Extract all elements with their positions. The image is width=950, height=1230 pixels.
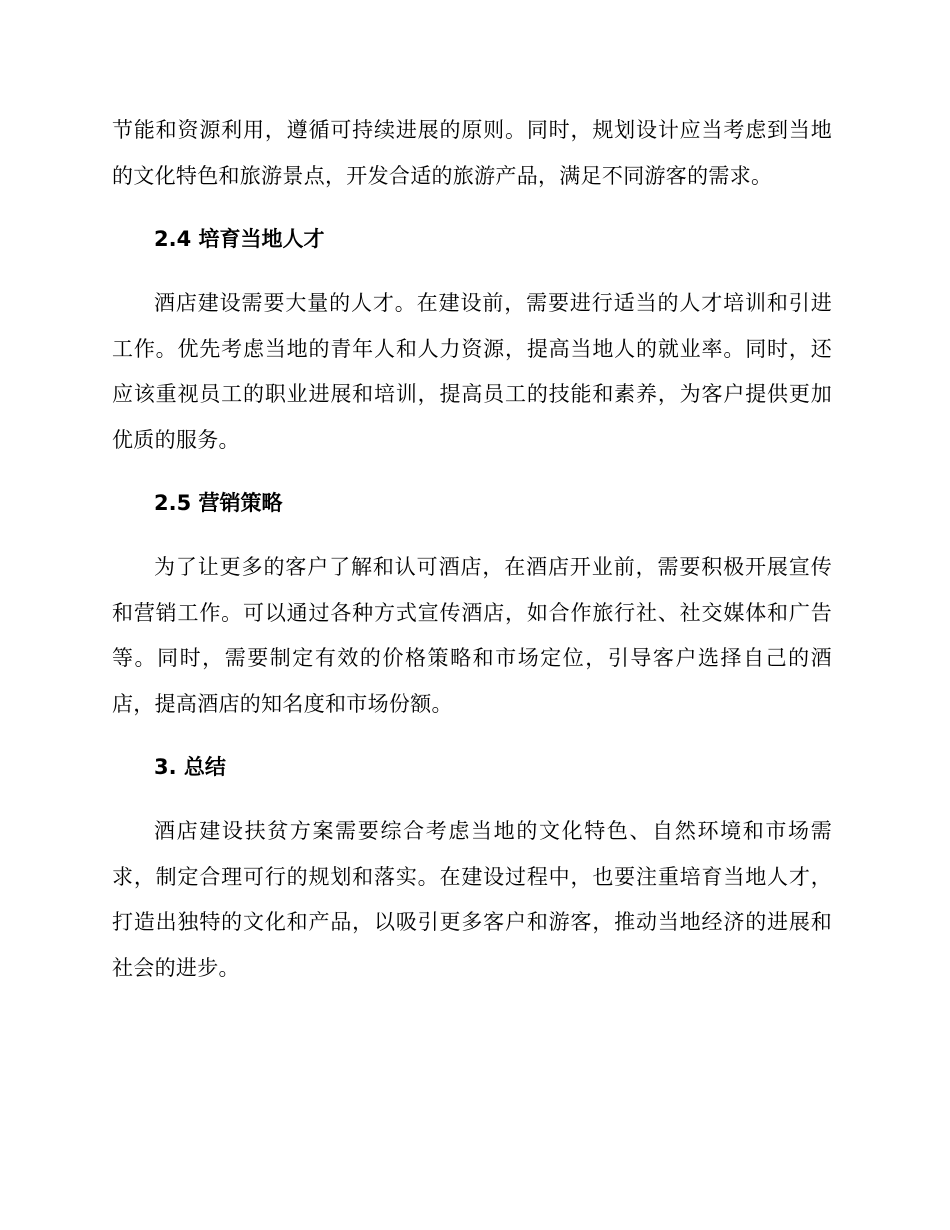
section-paragraph-marketing: 为了让更多的客户了解和认可酒店，在酒店开业前，需要积极开展宣传和营销工作。可以通过各种方式宣传酒店，如合作旅行社、社交媒体和广告等。同时，需要制定有效的价格策略和市场定位，引导客户选择自己的酒店，提高酒店的知名度和市场份额。 xyxy=(112,555,832,716)
section-heading-talent: 2.4 培育当地人才 xyxy=(154,227,325,251)
section-heading-marketing: 2.5 营销策略 xyxy=(154,491,283,515)
intro-paragraph: 节能和资源利用，遵循可持续进展的原则。同时，规划设计应当考虑到当地的文化特色和旅游景点，开发合适的旅游产品，满足不同游客的需求。 xyxy=(112,118,832,188)
section-paragraph-talent: 酒店建设需要大量的人才。在建设前，需要进行适当的人才培训和引进工作。优先考虑当地的青年人和人力资源，提高当地人的就业率。同时，还应该重视员工的职业进展和培训，提高员工的技能和素养，为客户提供更加优质的服务。 xyxy=(112,291,832,452)
section-heading-summary: 3. 总结 xyxy=(154,755,226,779)
section-paragraph-summary: 酒店建设扶贫方案需要综合考虑当地的文化特色、自然环境和市场需求，制定合理可行的规划和落实。在建设过程中，也要注重培育当地人才，打造出独特的文化和产品，以吸引更多客户和游客，推动当地经济的进展和社会的进步。 xyxy=(112,819,832,980)
document-page xyxy=(112,108,832,991)
